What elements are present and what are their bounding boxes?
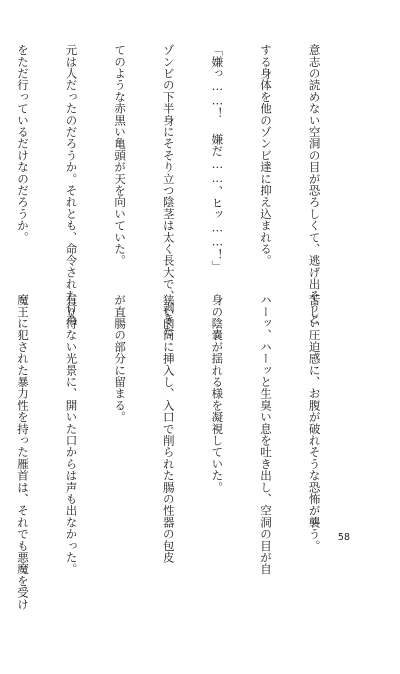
text-column: 身の陰嚢が揺れる様を凝視していた。 [210,294,225,493]
text-column: ハーッ、ハーッと生臭い息を吐き出し、空洞の目が自 [258,294,273,575]
text-column: 狭い肉筒に挿入し、入口で削られた腸の性器の包皮 [161,294,176,564]
text-column: が直腸の部分に留まる。 [113,294,128,423]
text-column: 意志の読めない空洞の目が恐ろしくて、逃げ出そうと [307,44,322,325]
text-column: 元は人だったのだろうか。それとも、命令された行為 [64,44,79,325]
upper-text-block [0,44,355,337]
text-column: をただ行っているだけなのだろうか。 [15,44,30,243]
text-column: 有り得ない光景に、開いた口からは声も出なかった。 [64,294,79,575]
text-column: てのような赤黒い亀頭が天を向いていた。 [113,44,128,267]
text-column: する身体を他のゾンビ達に抑え込まれる。 [258,44,273,267]
page-number: 58 [337,532,350,543]
text-column: 「嫌っ……！ 嫌だ……、ヒッ……！」 [210,44,225,273]
text-column: 魔王に犯された暴力性を持った雁首は、それでも悪魔を受け [15,294,30,610]
text-column: ゾンビの下半身にそそり立つ陰茎は太く長大で、剥きた [161,44,176,337]
text-column: 苦しい圧迫感に、お腹が破れそうな恐怖が襲う。 [307,294,322,552]
